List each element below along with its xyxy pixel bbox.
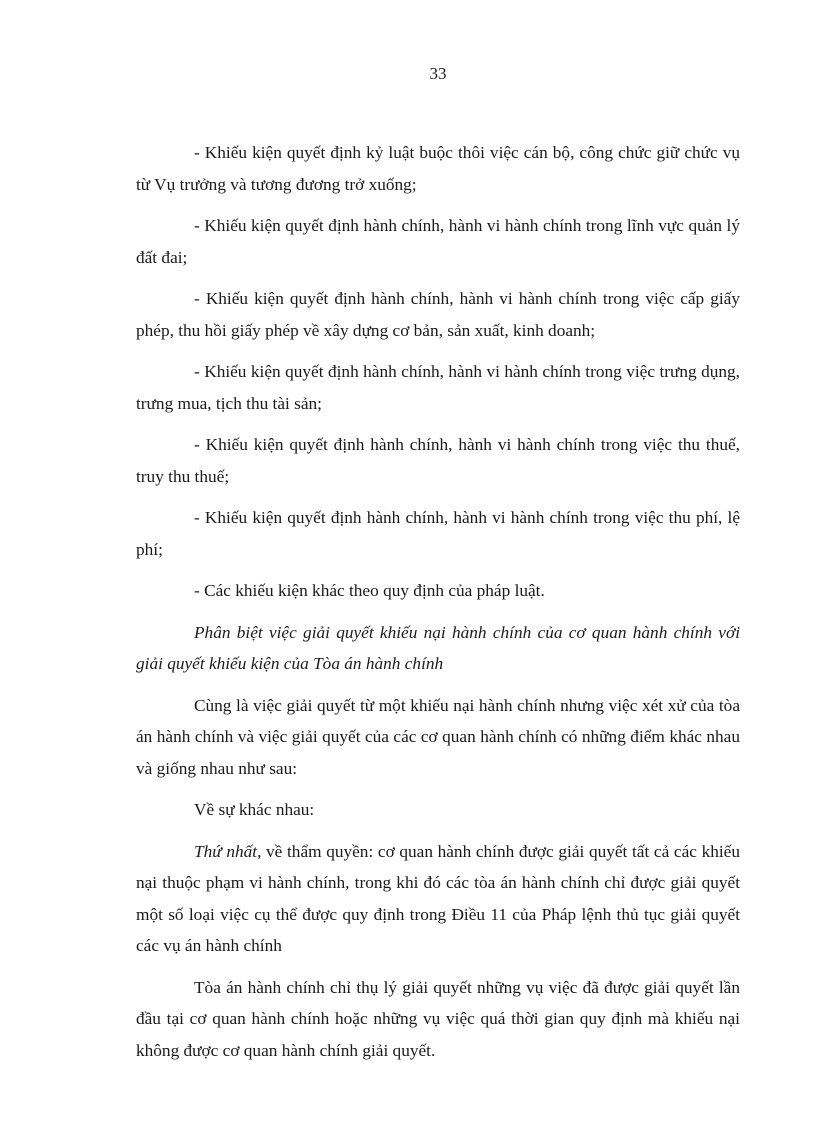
paragraph: Về sự khác nhau: (194, 800, 315, 819)
paragraph-list-item: - Khiếu kiện quyết định hành chính, hành vi hành chính trong việc thu phí, lệ phí; (136, 508, 740, 559)
section-heading-italic: Phân biệt việc giải quyết khiếu nại hành chính của cơ quan hành chính với giải quyết khiếu kiện của Tòa án hành chính (136, 622, 740, 673)
paragraph-list-item: - Các khiếu kiện khác theo quy định của pháp luật. (194, 581, 545, 600)
paragraph-list-item: - Khiếu kiện quyết định hành chính, hành vi hành chính trong việc thu thuế, truy thu thuế; (136, 435, 740, 486)
paragraph: Tòa án hành chính chỉ thụ lý giải quyết những vụ việc đã được giải quyết lần đầu tại cơ quan hành chính hoặc những vụ việc quá thời gian quy định mà khiếu nại không được cơ quan hành chính giải quyết. (136, 977, 740, 1060)
paragraph-list-item: - Khiếu kiện quyết định kỷ luật buộc thôi việc cán bộ, công chức giữ chức vụ từ Vụ trưởng và tương đương trở xuống; (136, 143, 740, 194)
paragraph-list-item: - Khiếu kiện quyết định hành chính, hành vi hành chính trong việc cấp giấy phép, thu hồi giấy phép về xây dựng cơ bản, sản xuất, kinh doanh; (136, 289, 740, 340)
page-number: 33 (429, 64, 447, 83)
page-body (136, 137, 740, 1076)
paragraph-lead-italic: Thứ nhất (194, 841, 258, 861)
paragraph-list-item: - Khiếu kiện quyết định hành chính, hành vi hành chính trong lĩnh vực quản lý đất đai; (136, 216, 740, 267)
paragraph-text: , về thẩm quyền: cơ quan hành chính được giải quyết tất cả các khiếu nại thuộc phạm vi hành chính, trong khi đó các tòa án hành chính chỉ được giải quyết một số loại việc cụ thể được quy định trong Điều 11 của Pháp lệnh thủ tục giải quyết các vụ án hành chính (136, 841, 740, 955)
paragraph (136, 836, 740, 962)
paragraph: Cùng là việc giải quyết từ một khiếu nại hành chính nhưng việc xét xử của tòa án hành chính và việc giải quyết của các cơ quan hành chính có những điểm khác nhau và giống nhau như sau: (136, 695, 740, 778)
paragraph-list-item: - Khiếu kiện quyết định hành chính, hành vi hành chính trong việc trưng dụng, trưng mua, tịch thu tài sản; (136, 362, 740, 413)
